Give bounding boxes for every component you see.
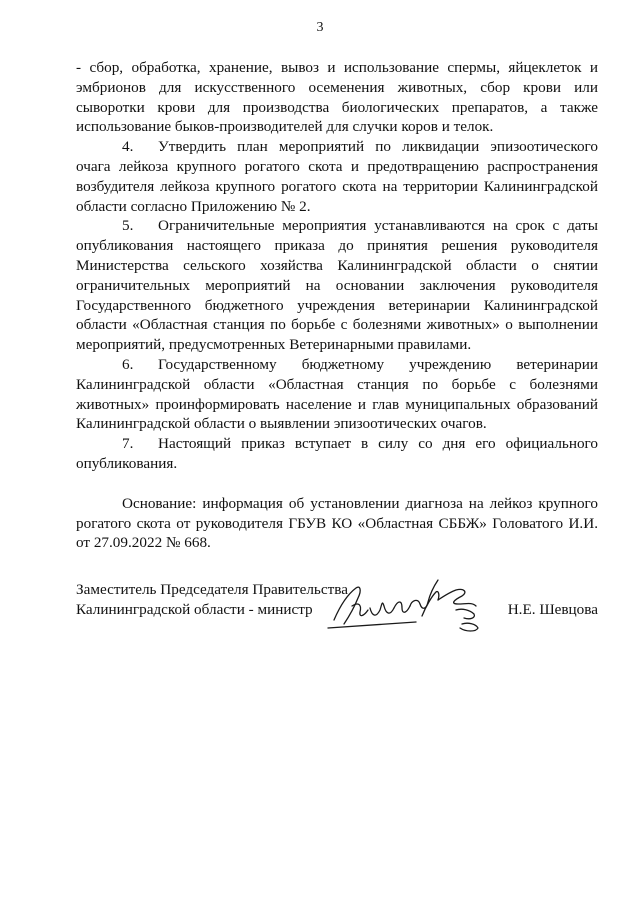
signatory-title-line1: Заместитель Председателя Правительства <box>76 581 348 598</box>
handwritten-signature <box>326 566 496 638</box>
item-5 <box>76 216 598 355</box>
item-number: 7. <box>122 435 134 453</box>
item-number: 6. <box>122 355 134 373</box>
document-body <box>76 58 598 553</box>
signatory-name: Н.Е. Шевцова <box>507 600 598 618</box>
basis-paragraph: Основание: информация об установлении диагноза на лейкоз крупного рогатого скота от руководителя ГБУВ КО «Областная СББЖ» Головатого И.И. от 27.09.2022 № 668. <box>76 494 598 552</box>
signature-block <box>76 580 598 650</box>
item-number: 5. <box>122 217 134 235</box>
item-4 <box>76 137 598 216</box>
item-text: Государственному бюджетному учреждению ветеринарии Калининградской области «Областная станция по борьбе с болезнями животных» проинформировать население и глав муниципальных образований Калининградской области о выявлении эпизоотических очагов. <box>76 355 598 433</box>
item-text: Настоящий приказ вступает в силу со дня его официального опубликования. <box>76 435 598 472</box>
signatory-title-line2: Калининградской области - министр <box>76 600 313 618</box>
item-7 <box>76 434 598 474</box>
item-text: Утвердить план мероприятий по ликвидации эпизоотического очага лейкоза крупного рогатого скота и предотвращению распространения возбудителя лейкоза крупного рогатого скота на территории Калининградской области согласно Приложению № 2. <box>76 138 598 215</box>
page-number: 3 <box>316 20 324 35</box>
signatory-title <box>76 580 348 620</box>
item-number: 4. <box>122 138 134 156</box>
intro-paragraph: - сбор, обработка, хранение, вывоз и использование спермы, яйцеклеток и эмбрионов для искусственного осеменения животных, сбор крови или сыворотки крови для производства биологических препаратов, а также использование быков-производителей для случки коров и телок. <box>76 59 598 136</box>
item-6 <box>76 355 598 434</box>
item-text: Ограничительные мероприятия устанавливаются на срок с даты опубликования настоящего приказа до принятия решения руководителя Министерства сельского хозяйства Калининградской области о снятии ограничительных мероприятий на основании заключения руководителя Государственного бюджетного учреждения ветеринарии Калининградской области «Областная станция по борьбе с болезнями животных» о выполнении мероприятий, предусмотренных Ветеринарными правилами. <box>76 217 598 354</box>
